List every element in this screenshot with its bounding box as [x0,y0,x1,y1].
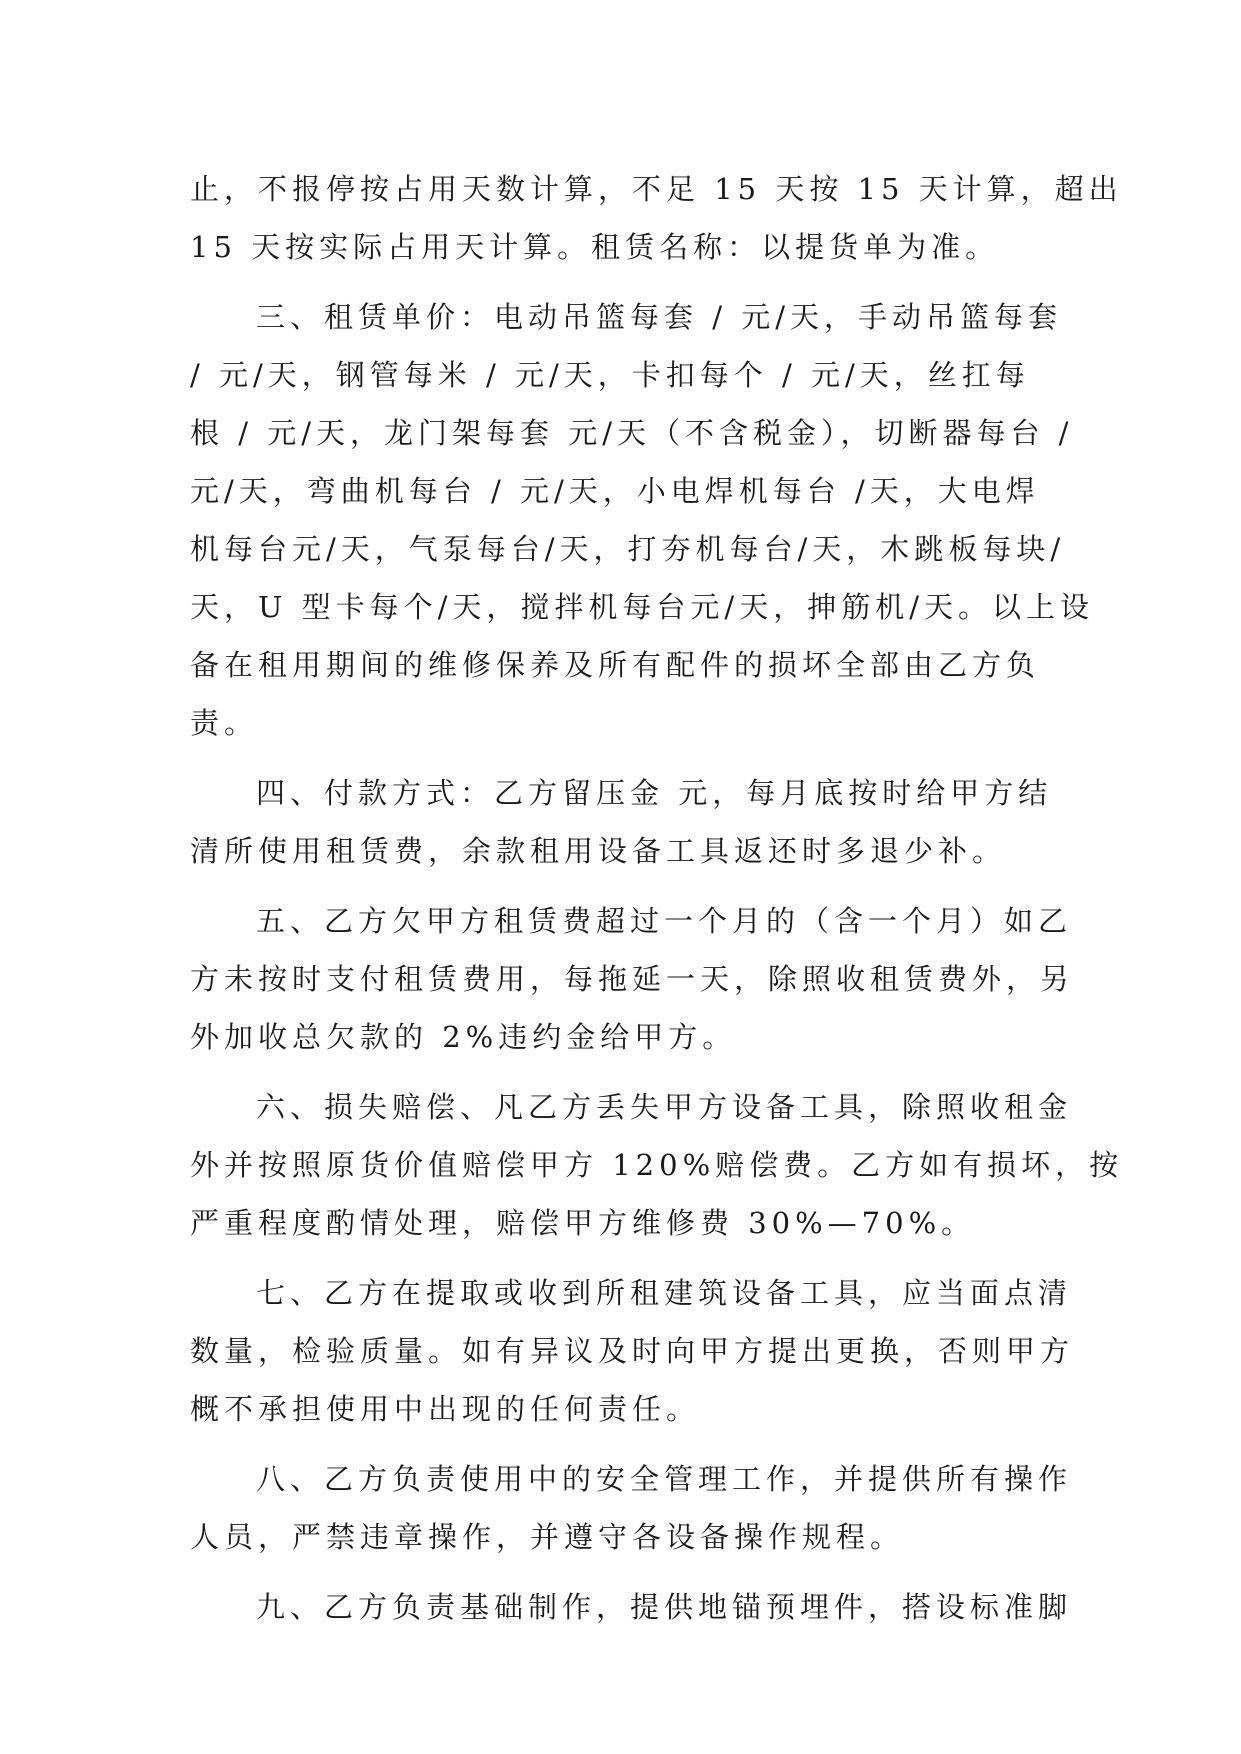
text-line: 九、乙方负责基础制作，提供地锚预埋件，搭设标准脚 [256,1590,1073,1624]
text-line: 外加收总欠款的 2%违约金给甲方。 [190,1020,737,1054]
text-line: 备在租用期间的维修保养及所有配件的损坏全部由乙方负 [190,648,1041,682]
paragraph-clause-4 [190,764,1053,880]
text-line: 根 / 元/天，龙门架每套 元/天（不含税金），切断器每台 / [190,416,1074,450]
text-line: 六、损失赔偿、凡乙方丢失甲方设备工具，除照收租金 [256,1090,1073,1124]
text-line: 严重程度酌情处理，赔偿甲方维修费 30%—70%。 [190,1206,976,1240]
paragraph-clause-5 [190,892,1075,1066]
text-line: 八、乙方负责使用中的安全管理工作，并提供所有操作 [256,1462,1073,1496]
text-line: 15 天按实际占用天计算。租赁名称：以提货单为准。 [190,230,1000,264]
text-line: 天，U 型卡每个/天，搅拌机每台元/天，抻筋机/天。以上设 [190,590,1094,624]
text-line: 方未按时支付租赁费用，每拖延一天，除照收租赁费外，另 [190,962,1075,996]
paragraph-clause-8 [190,1450,1073,1566]
paragraph-clause-9 [190,1578,1073,1636]
paragraph-continuation [190,160,1123,276]
text-line: 数量，检验质量。如有异议及时向甲方提出更换，否则甲方 [190,1334,1075,1368]
text-line: 四、付款方式：乙方留压金 元，每月底按时给甲方结 [256,776,1053,810]
text-line: 责。 [190,706,259,740]
document-body [190,160,1124,1636]
text-line: 人员，严禁违章操作，并遵守各设备操作规程。 [190,1520,905,1554]
text-line: 止，不报停按占用天数计算，不足 15 天按 15 天计算，超出 [190,172,1123,206]
text-line: 机每台元/天，气泵每台/天，打夯机每台/天，木跳板每块/ [190,532,1066,566]
text-line: 概不承担使用中出现的任何责任。 [190,1392,701,1426]
text-line: / 元/天，钢管每米 / 元/天，卡扣每个 / 元/天，丝扛每 [190,358,1030,392]
text-line: 元/天，弯曲机每台 / 元/天，小电焊机每台 /天，大电焊 [190,474,1040,508]
text-line: 外并按照原货价值赔偿甲方 120%赔偿费。乙方如有损坏，按 [190,1148,1124,1182]
paragraph-clause-6 [190,1078,1124,1252]
text-line: 三、租赁单价：电动吊篮每套 / 元/天，手动吊篮每套 [256,300,1062,334]
paragraph-clause-3 [190,288,1094,752]
text-line: 清所使用租赁费，余款租用设备工具返还时多退少补。 [190,834,1007,868]
text-line: 七、乙方在提取或收到所租建筑设备工具，应当面点清 [256,1276,1073,1310]
paragraph-clause-7 [190,1264,1075,1438]
text-line: 五、乙方欠甲方租赁费超过一个月的（含一个月）如乙 [256,904,1073,938]
